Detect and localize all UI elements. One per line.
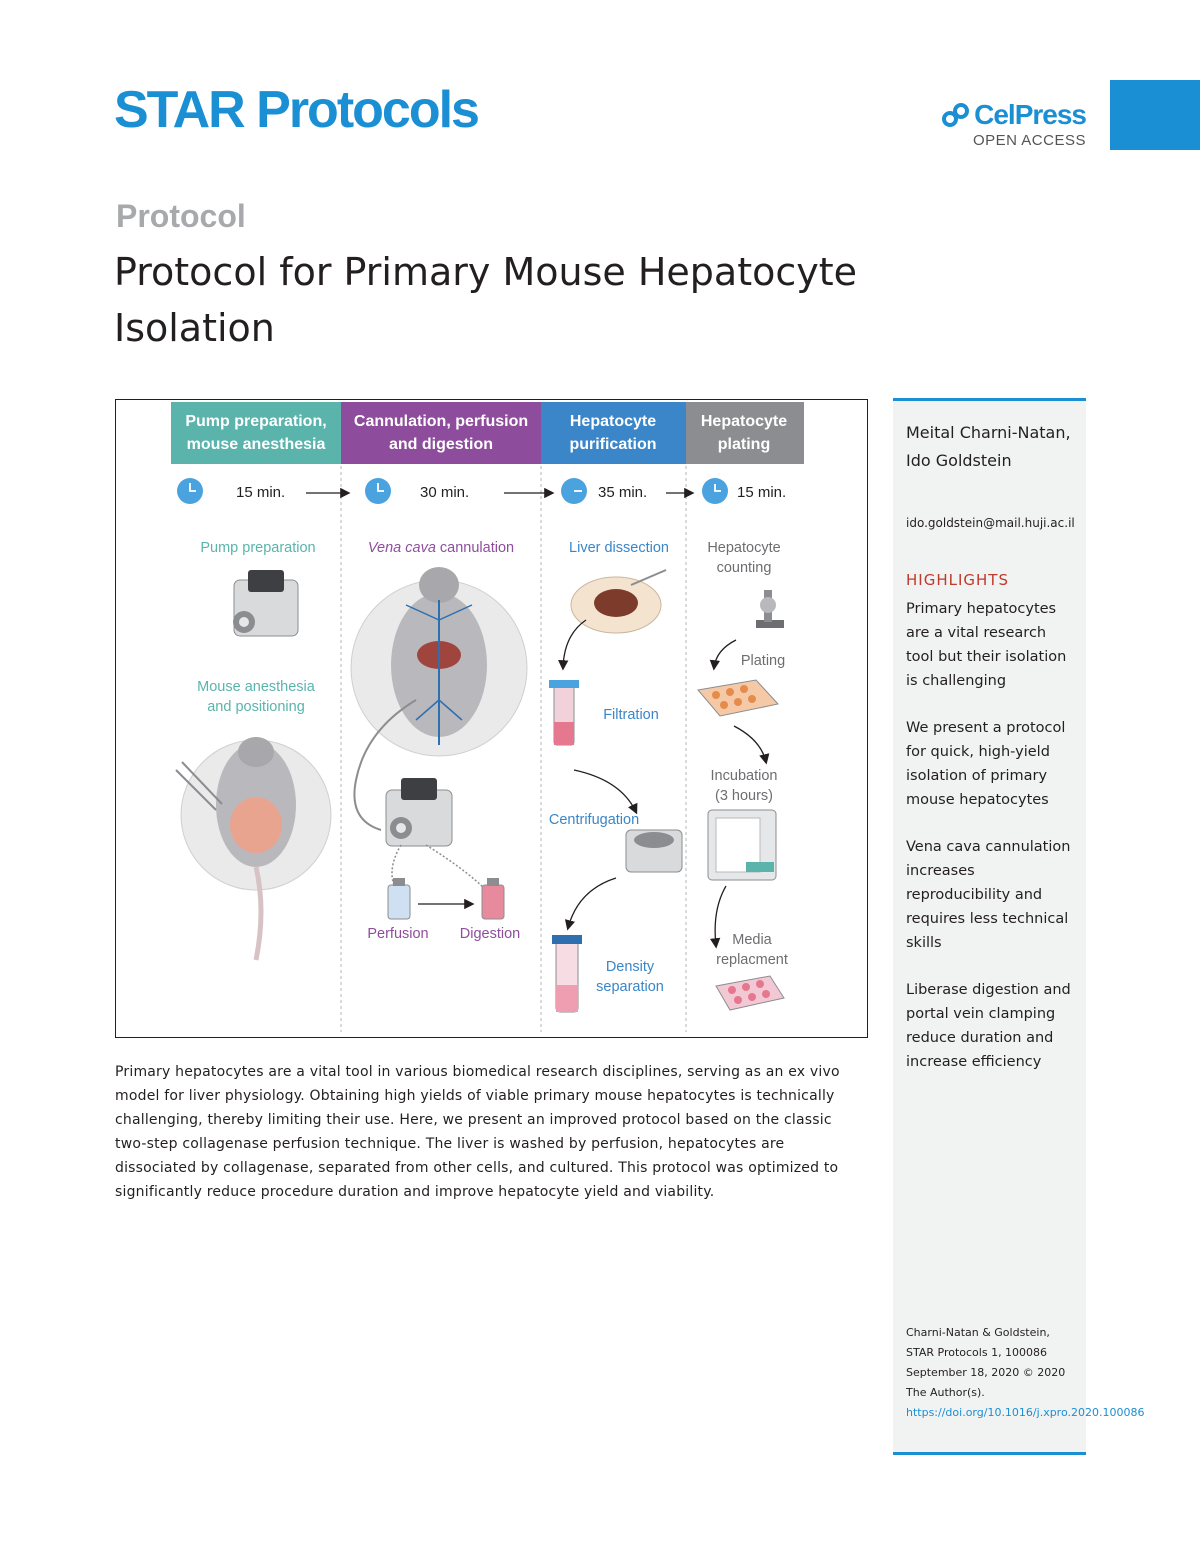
- journal-title: STAR Protocols: [114, 81, 478, 139]
- liver-dish-icon: [571, 570, 666, 633]
- citation-text: Charni-Natan & Goldstein, STAR Protocols 1, 100086 September 18, 2020 © 2020 The Author(s).: [906, 1326, 1066, 1399]
- pump-icon: [233, 570, 298, 636]
- cellpress-icon: [941, 102, 971, 128]
- well-plate-icon: [698, 680, 778, 716]
- article-type: Protocol: [116, 198, 246, 234]
- stage-4-title-1: Hepatocyte: [700, 413, 788, 430]
- stage-3-title-1: Hepatocyte: [569, 413, 657, 430]
- highlights-list: [906, 597, 1078, 1097]
- stage-header-3: [541, 402, 686, 464]
- graphical-abstract: [115, 399, 868, 1038]
- stage-3-time: 35 min.: [598, 484, 648, 501]
- well-plate-icon-2: [716, 976, 784, 1010]
- label-media-2: replacment: [716, 952, 788, 968]
- label-density-1: Density: [605, 959, 655, 975]
- label-mouse-anesthesia-1: Mouse anesthesia: [197, 679, 315, 695]
- label-media-1: Media: [732, 932, 772, 948]
- stage-header-2: [341, 402, 541, 464]
- filter-tube-icon: [549, 680, 579, 745]
- cannulated-mouse-icon: [351, 567, 527, 756]
- centrifuge-icon: [626, 830, 682, 872]
- sidebar: [893, 398, 1145, 1455]
- stage-header-1: [171, 402, 341, 464]
- label-pump-preparation: Pump preparation: [200, 540, 316, 556]
- incubator-icon: [708, 810, 776, 880]
- label-mouse-anesthesia-2: and positioning: [207, 699, 305, 715]
- label-liver-dissection: Liver dissection: [569, 540, 669, 556]
- author-email[interactable]: ido.goldstein@mail.huji.ac.il: [906, 516, 1075, 530]
- stage-1-title-1: Pump preparation,: [185, 413, 327, 430]
- label-counting-2: counting: [716, 560, 772, 576]
- paper-title: Protocol for Primary Mouse Hepatocyte Isolation: [114, 250, 858, 350]
- perfusion-bottle-icon: [388, 878, 410, 919]
- abstract: Primary hepatocytes are a vital tool in various biomedical research disciplines, serving as an ex vivo model for liver physiology. Obtaining high yields of viable primary mouse hepatocytes is technically challenging, thereby limiting their use. Here, we present an improved protocol based on the classic two-step collagenase perfusion technique. The liver is washed by perfusion, hepatocytes are dissociated by collagenase, separated from other cells, and cultured. This protocol was optimized to significantly reduce procedure duration and improve hepatocyte yield and viability.: [115, 1064, 840, 1200]
- stage-1-time: 15 min.: [236, 484, 286, 501]
- digestion-bottle-icon: [482, 878, 504, 919]
- label-incubation-1: Incubation: [710, 768, 778, 784]
- label-incubation-2: (3 hours): [714, 788, 774, 804]
- stage-4-time: 15 min.: [737, 484, 787, 501]
- label-density-2: separation: [596, 979, 664, 995]
- authors: Meital Charni-Natan, Ido Goldstein: [906, 423, 1071, 470]
- doi-link[interactable]: https://doi.org/10.1016/j.xpro.2020.100086: [906, 1406, 1145, 1419]
- label-perfusion: Perfusion: [367, 926, 429, 942]
- highlights-heading: HIGHLIGHTS: [906, 571, 1009, 589]
- microscope-icon: [756, 590, 784, 628]
- label-filtration: Filtration: [603, 707, 659, 723]
- stage-1-title-2: mouse anesthesia: [186, 436, 326, 453]
- pump-icon-2: [386, 778, 452, 846]
- label-digestion: Digestion: [459, 926, 521, 942]
- label-vena-cava-cannulation: Vena cava cannulation: [367, 540, 515, 556]
- stage-2-title-1: Cannulation, perfusion: [353, 413, 529, 430]
- publisher-logo: [920, 100, 1086, 149]
- highlight-item: Liberase digestion and portal vein clamping reduce duration and increase efficiency: [906, 982, 1071, 1070]
- stage-3-title-2: purification: [569, 436, 657, 453]
- citation: [906, 1323, 1145, 1423]
- open-access-label: OPEN ACCESS: [972, 132, 1086, 149]
- density-tube-icon: [552, 935, 582, 1012]
- label-centrifugation: Centrifugation: [548, 812, 640, 828]
- label-plating: Plating: [740, 653, 786, 669]
- highlight-item: Vena cava cannulation increases reproducibility and requires less technical skills: [906, 839, 1071, 951]
- stage-header-4: [686, 402, 804, 464]
- stage-2-time: 30 min.: [420, 484, 470, 501]
- highlight-item: We present a protocol for quick, high-yield isolation of primary mouse hepatocytes: [906, 720, 1066, 808]
- anesthetized-mouse-icon: [176, 737, 331, 960]
- highlight-item: Primary hepatocytes are a vital research tool but their isolation is challenging: [906, 601, 1067, 689]
- stage-4-title-2: plating: [717, 436, 771, 453]
- publisher-name: CelPress: [974, 99, 1086, 130]
- stage-2-title-2: and digestion: [389, 436, 493, 453]
- label-counting-1: Hepatocyte: [707, 540, 781, 556]
- corner-tab: [1110, 80, 1200, 150]
